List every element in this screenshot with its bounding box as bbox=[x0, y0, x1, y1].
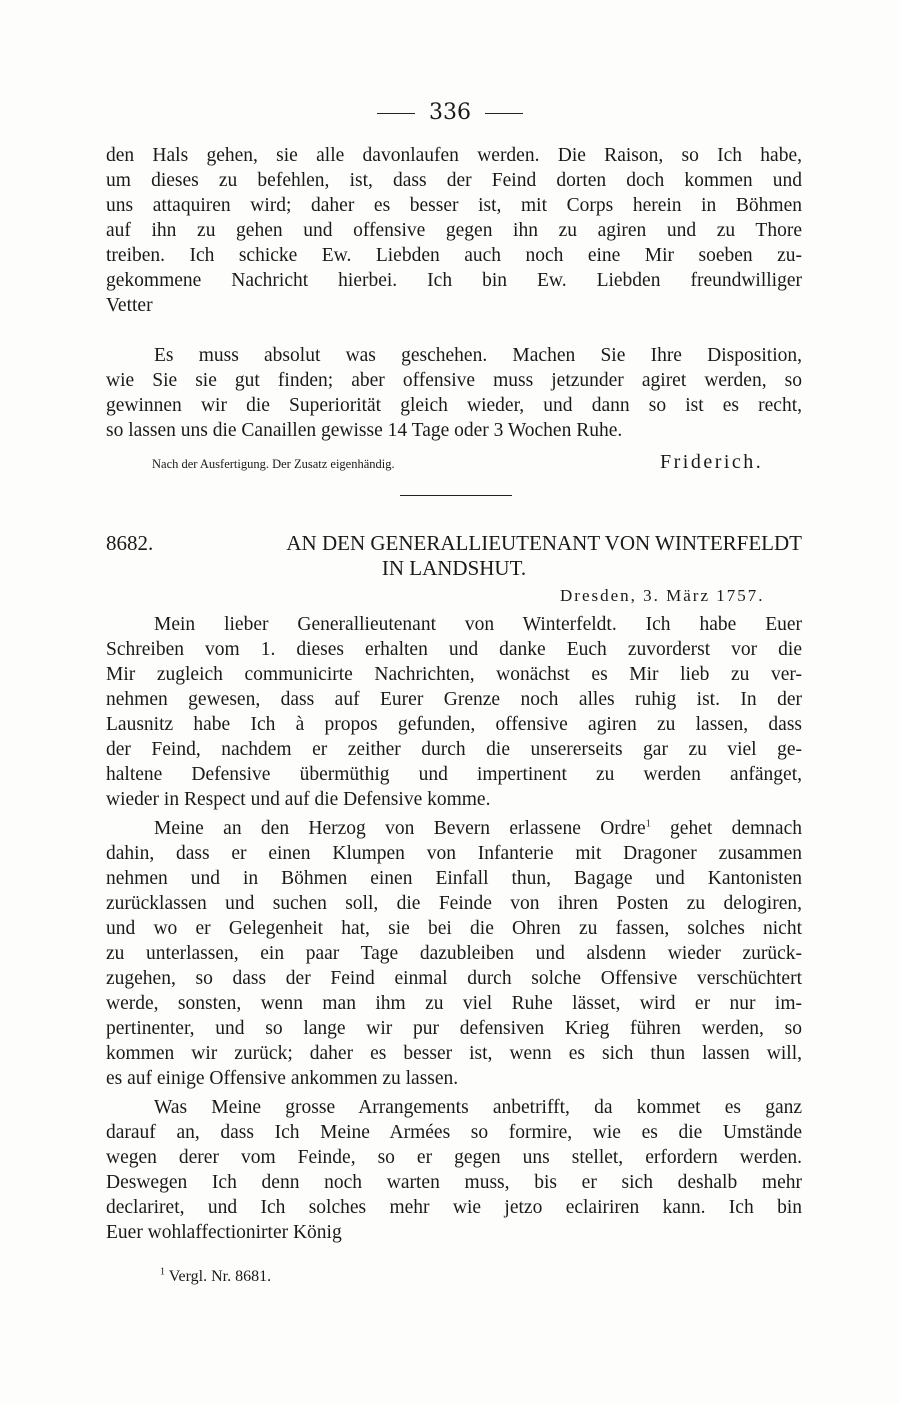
text-line: auf ihn zu gehen und offensive gegen ihn zu agiren und zu Thore bbox=[106, 220, 802, 241]
text-line: der Feind, nachdem er zeither durch die unsererseits gar zu viel ge- bbox=[106, 739, 802, 760]
text-line: Was Meine grosse Arrangements anbetrifft, da kommet es ganz bbox=[154, 1097, 802, 1118]
text-line: Schreiben vom 1. dieses erhalten und danke Euch zuvorderst vor die bbox=[106, 639, 802, 660]
text-line: Euer wohlaffectionirter König bbox=[106, 1222, 342, 1243]
text-line: darauf an, dass Ich Meine Armées so formire, wie es die Umstände bbox=[106, 1122, 802, 1143]
text-span: Meine an den Herzog von Bevern erlassene Ordre bbox=[154, 818, 646, 839]
top-paragraph bbox=[106, 143, 802, 318]
text-line: Vetter bbox=[106, 295, 153, 316]
text-line: nehmen gewesen, dass auf Eurer Grenze noch alles ruhig ist. In der bbox=[106, 689, 802, 710]
text-line bbox=[106, 816, 802, 841]
footnote-text: Vergl. Nr. 8681. bbox=[168, 1268, 272, 1285]
text-line: es auf einige Offensive ankommen zu lassen. bbox=[106, 1068, 459, 1089]
dateline: Dresden, 3. März 1757. bbox=[560, 586, 765, 605]
text-line: declariret, und Ich solches mehr wie jetzo eclairiren kann. Ich bin bbox=[106, 1197, 802, 1218]
paragraph-3 bbox=[106, 1095, 802, 1245]
text-line: uns attaquiren wird; daher es besser ist, mit Corps herein in Böhmen bbox=[106, 195, 802, 216]
heading-line-2: IN LANDSHUT. bbox=[381, 556, 527, 580]
text-line: kommen wir zurück; daher es besser ist, wenn es sich thun lassen will, bbox=[106, 1043, 802, 1064]
text-line: Mein lieber Generallieutenant von Winterfeldt. Ich habe Euer bbox=[154, 614, 802, 635]
letter-number: 8682. bbox=[106, 531, 154, 555]
text-line: haltene Defensive übermüthig und impertinent zu werden anfänget, bbox=[106, 764, 802, 785]
paragraph-2 bbox=[106, 816, 802, 1091]
text-line: treiben. Ich schicke Ew. Liebden auch noch eine Mir soeben zu- bbox=[106, 245, 802, 266]
text-line: wie Sie sie gut finden; aber offensive muss jetzunder agiret werden, so bbox=[106, 370, 802, 391]
signature: Friderich. bbox=[660, 451, 764, 473]
text-line: zu unterlassen, ein paar Tage dazubleiben und alsdenn wieder zurück- bbox=[106, 943, 802, 964]
text-line: nehmen und in Böhmen einen Einfall thun, Bagage und Kantonisten bbox=[106, 868, 802, 889]
footnote-marker: 1 bbox=[160, 1266, 165, 1278]
paragraph-1 bbox=[106, 612, 802, 812]
text-line: gewinnen wir die Superiorität gleich wieder, und dann so ist es recht, bbox=[106, 395, 802, 416]
text-line: Mir zugleich communicirte Nachrichten, wonächst es Mir lieb zu ver- bbox=[106, 664, 802, 685]
source-note: Nach der Ausfertigung. Der Zusatz eigenhändig. bbox=[152, 457, 395, 471]
heading-line-1: AN DEN GENERALLIEUTENANT VON WINTERFELDT bbox=[286, 531, 802, 555]
text-line: werde, sonsten, wenn man ihm zu viel Ruhe lässet, wird er nur im- bbox=[106, 993, 802, 1014]
postscript-paragraph bbox=[106, 343, 802, 443]
text-line: um dieses zu befehlen, ist, dass der Feind dorten doch kommen und bbox=[106, 170, 802, 191]
letter-heading bbox=[106, 531, 802, 581]
text-line: zugehen, so dass der Feind einmal durch solche Offensive verschüchtert bbox=[106, 968, 802, 989]
text-span: gehet demnach bbox=[650, 818, 802, 839]
page-number bbox=[0, 98, 900, 128]
text-line: so lassen uns die Canaillen gewisse 14 Tage oder 3 Wochen Ruhe. bbox=[106, 420, 623, 441]
text-line: dahin, dass er einen Klumpen von Infanterie mit Dragoner zusammen bbox=[106, 843, 802, 864]
page-number-dash-left bbox=[377, 113, 415, 114]
source-and-signature bbox=[152, 451, 812, 479]
text-line: zurücklassen und suchen soll, die Feinde von ihren Posten zu delogiren, bbox=[106, 893, 802, 914]
text-line: gekommene Nachricht hierbei. Ich bin Ew. Liebden freundwilliger bbox=[106, 270, 802, 291]
text-line: den Hals gehen, sie alle davonlaufen werden. Die Raison, so Ich habe, bbox=[106, 145, 802, 166]
text-line: Lausnitz habe Ich à propos gefunden, offensive agiren zu lassen, dass bbox=[106, 714, 802, 735]
footnote-reference: 1 bbox=[645, 818, 651, 830]
text-line: wegen derer vom Feinde, so er gegen uns stellet, erfordern werden. bbox=[106, 1147, 802, 1168]
text-line: und wo er Gelegenheit hat, sie bei die Ohren zu fassen, solches nicht bbox=[106, 918, 802, 939]
page-number-text: 336 bbox=[429, 100, 471, 125]
text-line: pertinenter, und so lange wir pur defensiven Krieg führen werden, so bbox=[106, 1018, 802, 1039]
text-line: wieder in Respect und auf die Defensive komme. bbox=[106, 789, 491, 810]
section-divider bbox=[400, 495, 512, 496]
text-line: Deswegen Ich denn noch warten muss, bis er sich deshalb mehr bbox=[106, 1172, 802, 1193]
page-number-dash-right bbox=[485, 113, 523, 114]
footnote bbox=[160, 1268, 271, 1286]
text-line: Es muss absolut was geschehen. Machen Sie Ihre Disposition, bbox=[154, 345, 802, 366]
